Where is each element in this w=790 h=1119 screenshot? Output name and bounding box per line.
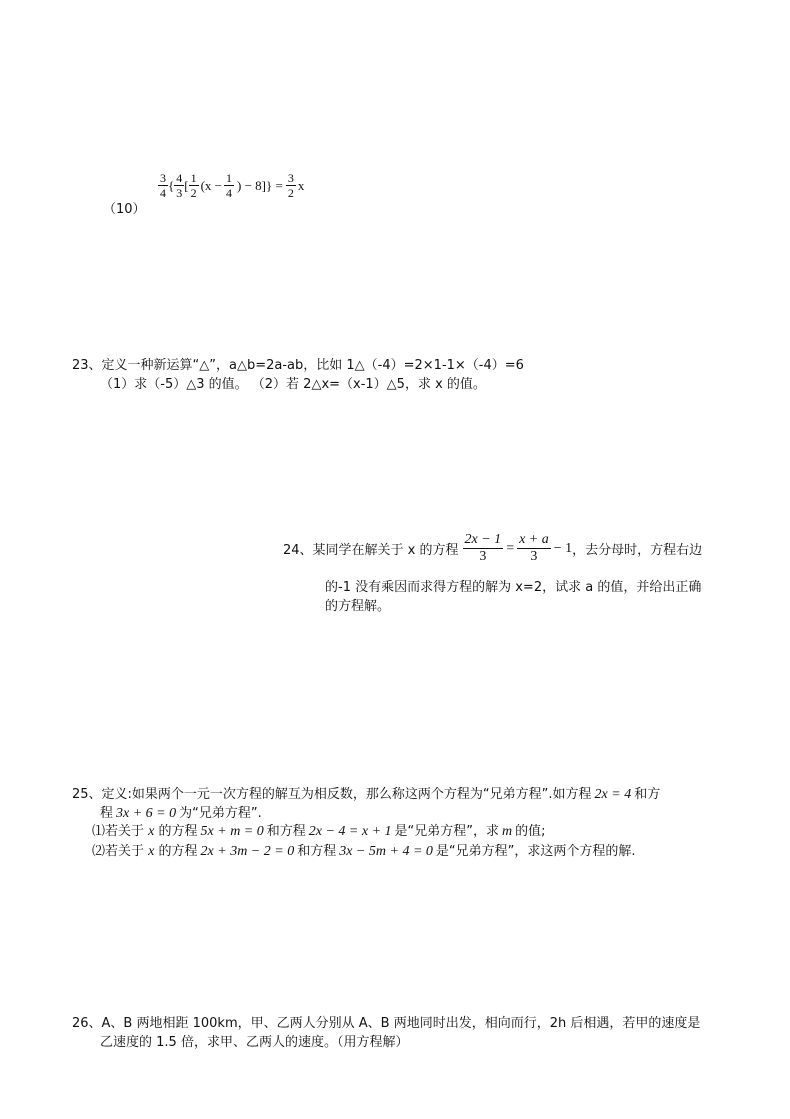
q25-sub1-a: ⑴若关于 — [92, 824, 145, 839]
q10-label: （10） — [103, 202, 146, 217]
q10-brace: { — [168, 177, 175, 193]
q24-prefix: 24、某同学在解关于 x 的方程 — [283, 543, 459, 558]
q25-sub1-m: m — [502, 824, 513, 839]
q25-line1-text: 25、定义:如果两个一元一次方程的解互为相反数，那么称这两个方程为“兄弟方程”.如方程 — [72, 787, 592, 802]
q25-example-eq1: 2x = 4 — [594, 787, 632, 802]
q24-minus-one: − 1 — [553, 540, 573, 556]
q25-sub1-eq2: 2x − 4 = x + 1 — [308, 824, 392, 839]
q23-line2: （1）求（-5）△3 的值。 （2）若 2△x=（x-1）△5，求 x 的值。 — [100, 377, 486, 392]
q25-sub2-a: ⑵若关于 — [92, 844, 145, 859]
q25-sub1-x: x — [148, 824, 155, 839]
q25-sub2-x: x — [148, 844, 155, 859]
q25-sub1-eq1: 5x + m = 0 — [200, 824, 264, 839]
q25-sub2-d: 是“兄弟方程”，求这两个方程的解. — [435, 844, 636, 859]
q25-sub2 — [92, 840, 636, 860]
q26-line2: 乙速度的 1.5 倍，求甲、乙两人的速度。（用方程解） — [100, 1035, 409, 1050]
q25-line2 — [100, 802, 262, 822]
q10-bracket: [ — [184, 177, 189, 193]
q25-sub1-e: 的值; — [515, 824, 546, 839]
q24-line2: 的-1 没有乘因而求得方程的解为 x=2，试求 a 的值，并给出正确 — [325, 580, 702, 595]
q25-sub2-eq2: 3x − 5m + 4 = 0 — [339, 844, 433, 859]
q25-line2-text: 程 — [100, 806, 114, 821]
q10-frac-1-2: $\frac{1}{2}$ — [190, 171, 197, 200]
q25-line1 — [72, 783, 660, 803]
q24-left-frac: $\frac{2x - 1}{3}$ — [464, 532, 502, 564]
q10-frac-3-4: $\frac{3}{4}$ — [160, 171, 166, 200]
q24-equation — [463, 533, 573, 564]
q24-suffix: ，去分母时，方程右边 — [572, 543, 703, 558]
q23-line1: 23、定义一种新运算“△”，a△b=2a-ab，比如 1△（-4）=2×1-1×（-4）=6 — [72, 358, 524, 373]
q10-expr-end: ) − 8]} = — [237, 177, 283, 193]
q25-sub1 — [92, 820, 546, 840]
q25-sub2-eq1: 2x + 3m − 2 = 0 — [200, 844, 295, 859]
q25-sub1-d: 是“兄弟方程”，求 — [394, 824, 500, 839]
q10-frac-3-2: $\frac{3}{2}$ — [287, 171, 294, 200]
q24-line3: 的方程解。 — [325, 599, 391, 614]
q25-sub2-b: 的方程 — [158, 844, 198, 859]
q25-sub1-b: 的方程 — [158, 824, 198, 839]
q25-line2-tail: 为“兄弟方程”. — [179, 806, 262, 821]
q10-equation — [158, 172, 304, 199]
q26-line1: 26、A、B 两地相距 100km，甲、乙两人分别从 A、B 两地同时出发，相向而行，2h 后相遇，若甲的速度是 — [72, 1016, 701, 1031]
q24-line1 — [283, 533, 702, 564]
q10-frac-4-3: $\frac{4}{3}$ — [176, 171, 183, 200]
q24-equals: = — [506, 540, 515, 556]
q25-sub2-c: 和方程 — [297, 844, 337, 859]
q24-right-frac: $\frac{x + a}{3}$ — [519, 532, 549, 564]
q10-frac-1-4: $\frac{1}{4}$ — [226, 171, 233, 200]
q25-line1-tail: 和方 — [634, 787, 661, 802]
q25-sub1-c: 和方程 — [266, 824, 306, 839]
q25-example-eq2: 3x + 6 = 0 — [116, 806, 177, 821]
q10-rhs-var: x — [297, 177, 305, 193]
q10-expr-start: (x − — [200, 177, 223, 193]
